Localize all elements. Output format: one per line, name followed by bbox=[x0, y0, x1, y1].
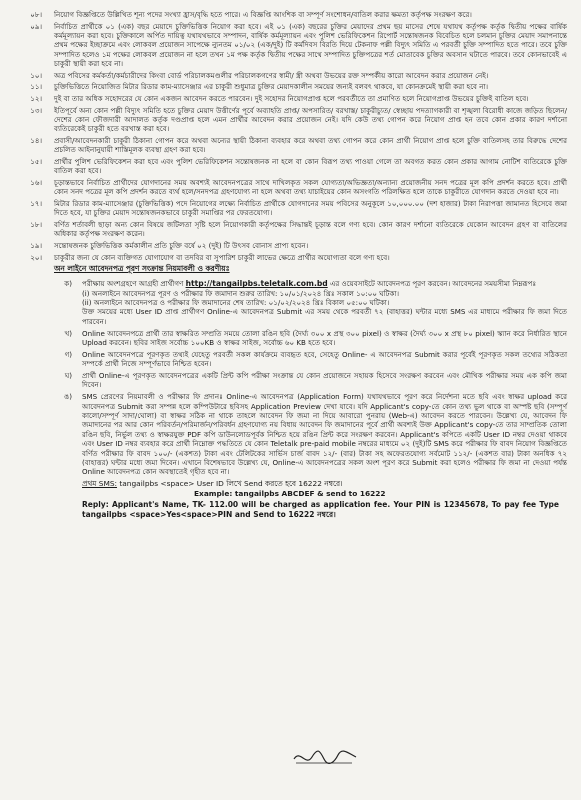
item-number: ২০। bbox=[30, 252, 42, 262]
condition-item bbox=[14, 178, 567, 197]
item-number: ১৪। bbox=[30, 136, 42, 145]
rule-text bbox=[82, 329, 567, 348]
sms-example-line: Example: tangailpbs ABCDEF & send to 16222 bbox=[194, 489, 386, 499]
first-sms-text: tangailpbs <space> User ID লিখে Send করতে হবে 16222 নম্বরে। bbox=[119, 479, 343, 489]
rule-text-body: এর ওয়েবসাইটে আবেদনপত্র পূরণ করবেন। আবেদনের সময়সীমা নিম্নরূপঃ (i) অনলাইনে আবেদনপত্র পূরণ ও পরীক্ষার ফি জমাদান শুরুর তারিখ: ১০/০১/২০২৪ খ্রিঃ সকাল ১০:০০ ঘটিকা। (ii) অনলাইনে আবেদনপত্র ও পরীক্ষার ফি জমাদানের শেষ তারিখ: ০১/০২/২০২৪ খ্রিঃ বিকাল ০৫:০০ ঘটিকা। উক্ত সময়ের মধ্যে User ID প্রাপ্ত প্রার্থীগণ Online-এ আবেদনপত্র Submit এর সময় থেকে পরবর্তী ৭২ (বাহাত্তর) ঘন্টার মধ্যে SMS এর মাধ্যমে পরীক্ষার ফি জমা দিতে পারবেন। bbox=[82, 279, 567, 326]
item-number: ১৫। bbox=[30, 157, 42, 166]
first-sms-label: প্রথম SMS: bbox=[82, 479, 118, 489]
condition-item bbox=[14, 220, 567, 239]
item-text: নির্বাচিত প্রার্থীকে ০১ (এক) বছর মেয়াদে চুক্তিভিত্তিক নিয়োগ করা হবে। এই ০১ (এক) বছরের চুক্তির মেয়াদের প্রথম ছয় মাসের শেষে যথাযথ কর্তৃপক্ষ কর্তৃক দ্বিতীয় পক্ষের বার্ষিক কর্মমূল্যায়ন করা হবে। চুক্তিকালে অর্পিত দায়িত্ব যথাযথভাবে সম্পাদন, বার্ষিক কর্মমূল্যায়ন এবং পুলিশ ভেরিফিকেশন রিপোর্ট সন্তোষজনক বিবেচিত হলে চলমান চুক্তির মেয়াদ সমাপনান্তে প্রথম পক্ষের ইচ্ছাক্রমে এবং লোকবল প্রয়োজন সাপেক্ষে ন্যুনতম ০১/০২ (এক/দুই) টি কর্মদিবস বিরতি দিয়ে টেকনাফ পল্লী বিদ্যুৎ সমিতি এ পরবর্তী চুক্তি সম্পাদিত হতে পারে। তবে চুক্তি সম্পাদিত হলেও ১ম পক্ষের লোকবল প্রয়োজন না হলে তখন ১ম পক্ষ কর্তৃক দ্বিতীয় পক্ষের সাথে সম্পাদিত চুক্তিপত্রের শর্ত মোতাবেক চুক্তির অবসান ঘটাতে পারবে। তবে কোনভাবেই এ চাকুরী স্থায়ী করা হবে না। bbox=[54, 21, 567, 69]
condition-item bbox=[14, 136, 567, 155]
item-number: ১৮। bbox=[30, 220, 42, 229]
rule-text bbox=[82, 371, 567, 390]
rule-text-body: প্রার্থী Online-এ পূরণকৃত আবেদনপত্রের একটি প্রিন্ট কপি পরীক্ষা সংক্রান্ত যে কোন প্রয়োজনে সহায়ক হিসেবে সংরক্ষণ করবেন এবং মৌখিক পরীক্ষার সময় এক কপি জমা দিবেন। bbox=[82, 371, 567, 390]
online-application-rules-list bbox=[14, 279, 567, 477]
condition-item bbox=[14, 10, 567, 19]
rule-item bbox=[14, 392, 567, 477]
item-text: প্রবাসী/আবেদনকারী চাকুরী ঠিকানা গোপন করে অথবা অন্যের স্থায়ী ঠিকানা ব্যবহার করে অথবা তথ্য গোপন করে কোন প্রার্থী নিয়োগ প্রাপ্ত হলে চুক্তি বাতিলসহ তার বিরুদ্ধে দেশের প্রচলিত আইনানুযায়ী শাস্তিমূলক ব্যবস্থা গ্রহণ করা হবে। bbox=[54, 136, 567, 155]
item-number: ১৭। bbox=[30, 199, 42, 208]
rule-number: ঙ) bbox=[64, 392, 72, 402]
item-text: নিয়োগ বিজ্ঞপ্তিতে উল্লিখিত শূন্য পদের সংখ্যা হ্রাস/বৃদ্ধি হতে পারে। এ বিজ্ঞপ্তি আংশিক বা সম্পূর্ণ সংশোধন/বাতিল করার ক্ষমতা কর্তৃপক্ষ সংরক্ষণ করে। bbox=[54, 10, 472, 19]
condition-item bbox=[14, 157, 567, 176]
item-number: ১৯। bbox=[30, 241, 42, 250]
item-text: চুক্তিভিত্তিতে নিয়োজিত মিটার রিডার কাম-ম্যাসেঞ্জার এর চাকুরী শুধুমাত্র চুক্তির মেয়াদকালীন সময়ের জন্যই বলবৎ থাকবে, যা কোনক্রমেই স্থায়ী করা হবে না। bbox=[54, 82, 489, 92]
item-number: ১৩। bbox=[30, 105, 42, 115]
numbered-conditions-list bbox=[14, 10, 567, 262]
item-number: ০৯। bbox=[30, 21, 42, 31]
rule-item bbox=[14, 371, 567, 390]
item-number: ১১। bbox=[30, 82, 42, 92]
rule-item bbox=[14, 350, 567, 369]
sms-instruction-line bbox=[14, 479, 567, 489]
item-text: চাকুরীর জন্য যে কোন ব্যক্তিগত যোগাযোগ বা তদবির বা সুপারিশ চাকুরী লাভের ক্ষেত্রে প্রার্থীর অযোগ্যতা বলে গণ্য হবে। bbox=[54, 252, 390, 262]
item-text: সন্তোষজনক চুক্তিভিত্তিক কর্মকালীন প্রতি চুক্তি বর্ষে ০২ (দুই) টি উৎসব বোনাস প্রাপ্য হবেন। bbox=[54, 241, 309, 250]
rule-number: ঘ) bbox=[64, 371, 72, 381]
item-text: চূড়ান্তভাবে নির্বাচিত প্রার্থীদের যোগদানের সময় অবশ্যই আবেদনপত্রের সাথে দাখিলকৃত সকল যোগ্যতা/অভিজ্ঞতা/অন্যান্য প্রয়োজনীয় সনদ পত্রের মূল কপি প্রদর্শন করতে হবে। প্রার্থী কোন সনদ পত্রের মূল কপি প্রদর্শন করতে ব্যর্থ হলে/সনদপত্র গ্রহণযোগ্য না হলে অথবা তথ্য যাচাইয়ের কোন অসংগতি পরিলক্ষিত হলে তাকে চাকুরীতে যোগদান করতে দেওয়া হবে না। bbox=[54, 178, 567, 197]
rule-text bbox=[82, 392, 567, 477]
item-text: মিটার রিডার কাম-ম্যাসেঞ্জার (চুক্তিভিত্তিক) পদে নিয়োগের লক্ষ্যে নির্বাচিত প্রার্থীকে যোগদানের সময় পবিসের অনুকূলে ১০,০০০.০০ (দশ হাজার) টাকা নিরাপত্তা জামানত হিসেবে জমা দিতে হবে, যা চুক্তির মেয়াদ সন্তোষজনকভাবে চাকুরী সমাপ্তির পর ফেরতযোগ্য। bbox=[54, 199, 567, 218]
rule-text-pre: পরীক্ষায় অংশগ্রহণে আগ্রহী প্রার্থীগণ bbox=[82, 279, 186, 289]
rule-item bbox=[14, 329, 567, 348]
condition-item bbox=[14, 22, 567, 69]
rule-text bbox=[82, 279, 567, 326]
item-number: ১৬। bbox=[30, 178, 42, 187]
application-website-link[interactable]: http://tangailpbs.teletalk.com.bd bbox=[185, 279, 328, 289]
rule-text-body: SMS প্রেরণের নিয়মাবলী ও পরীক্ষার ফি প্রদানঃ Online-এ আবেদনপত্র (Application Form) যথাযথভাবে পূরণ করে নির্দেশনা মতে ছবি এবং স্বাক্ষর upload করে আবেদনপত্র Submit করা সম্পন্ন হলে কম্পিউটারে ছবিসহ Application Preview দেখা যাবে। যদি Applicant's copy-তে কোন তথ্য ভুল থাকে বা অস্পষ্ট ছবি (সম্পূর্ণ কালো/সম্পূর্ণ সাদা/ঘোলা) বা স্বাক্ষর সঠিক না থাকে তাহলে আবেদন ফি জমা না দিয়ে আবারো পুনরায় (Web-এ) আবেদন করতে পারবেন। উল্লেখ্য যে, আবেদন ফি জমাদানের পর আর কোন পরিবর্তন/পরিমার্জন/পরিবর্ধন গ্রহণযোগ্য নয় বিধায় আবেদন ফি জমাদানের পূর্বে প্রার্থী অবশ্যই উক্ত Applicant's copy-তে তার সাম্প্রতিক তোলা রঙিন ছবি, নির্ভুল তথ্য ও স্বাক্ষরযুক্ত PDF কপি ডাউনলোডপূর্বক নিশ্চিত হয়ে রঙিন প্রিন্ট করে সংরক্ষণ করবেন। Applicant's কপিতে একটি User ID নম্বর দেওয়া থাকবে এবং User ID নম্বর ব্যবহার করে প্রার্থী নিম্নোক্ত পদ্ধতিতে যে কোন Teletalk pre-paid mobile নম্বরের মাধ্যমে ০২ (দুই)টি SMS করে পরীক্ষার ফি বাবদ নিয়োগ বিজ্ঞপ্তিতে বর্ণিত পরীক্ষার ফি বাবদ ১০০/- (একশত) টাকা এবং টেলিটকের সার্ভিস চার্জ বাবদ ১২/- (বার) টাকা সহ অফেরতযোগ্য সর্বমোট ১১২/- (একশত বার) টাকা অনধিক ৭২ (বাহাত্তর) ঘন্টার মধ্যে জমা দিবেন। এখানে বিশেষভাবে উল্লেখ্য যে, Online-এ আবেদনপত্রের সকল অংশ পূরণ করে Submit করা হলেও পরীক্ষার ফি জমা না দেওয়া পর্যন্ত Online আবেদনপত্র কোন অবস্থাতেই গৃহীত হবে না। bbox=[82, 392, 567, 477]
section-heading: অন লাইনে আবেদনপত্র পূরণ সংক্রান্ত নিয়মাবলী ও করণীয়ঃ bbox=[54, 264, 230, 274]
item-text: প্রার্থীর পুলিশ ভেরিফিকেশন করা হবে এবং পুলিশ ভেরিফিকেশন সন্তোষজনক না হলে বা কোন বিরূপ তথ্য পাওয়া গেলে তা অবগত করত কোন প্রকার আগাম নোটিশ ব্যতিরেকে চুক্তি বাতিল করা হবে। bbox=[54, 157, 567, 176]
condition-item bbox=[14, 253, 567, 262]
rule-number: খ) bbox=[64, 328, 72, 338]
condition-item bbox=[14, 241, 567, 250]
rule-number: গ) bbox=[64, 349, 72, 359]
condition-item bbox=[14, 106, 567, 134]
rule-number: ক) bbox=[64, 279, 72, 289]
signature bbox=[290, 745, 360, 771]
item-number: ১০। bbox=[30, 70, 42, 80]
condition-item bbox=[14, 199, 567, 218]
item-text: অত্র পবিসের কর্মকর্তা/কর্মচারীদের কিংবা বোর্ড পরিচালকমণ্ডলীর পরিচালকগণের স্বামী/ স্ত্রী অথবা উভয়ের রক্ত সম্পর্কীয় কারো আবেদন করার প্রয়োজন নেই। bbox=[54, 70, 489, 80]
item-text: বর্ণিত শর্তাবলী ছাড়া অন্য কোন বিষয়ে জটিলতা সৃষ্টি হলে নিয়োগকারী কর্তৃপক্ষের সিদ্ধান্তই চূড়ান্ত বলে গণ্য হবে। কোন কারণ দর্শানো ব্যতিরেকে যেকোন আবেদন গ্রহণ বা বাতিলের অধিকার কর্তৃপক্ষ সংরক্ষণ করেন। bbox=[54, 220, 567, 239]
rule-text-body: Online আবেদনপত্রে পূরণকৃত তথ্যই যেহেতু পরবর্তী সকল কার্যক্রমে ব্যবহৃত হবে, সেহেতু Online- এ আবেদনপত্র Submit করার পূর্বেই পূরণকৃত সকল তথ্যের সঠিকতা সম্পর্কে প্রার্থী নিজে সম্পূর্ণভাবে নিশ্চিত হবেন। bbox=[82, 349, 567, 369]
condition-item bbox=[14, 82, 567, 91]
item-text: ইতিপূর্বে অন্য কোন পল্লী বিদ্যুৎ সমিতি হতে চুক্তির মেয়াদ উত্তীর্ণের পূর্বে অব্যাহতি প্রাপ্ত/ অপসারিত/ বরখাস্ত/ চাকুরীচ্যুত/ স্বেচ্ছায় পদত্যাগকারী বা শৃঙ্খলা বিরোধী কাজে জড়িত ছিলেন/দেশের কোন ফৌজদারী আদালত কর্তৃক দণ্ডপ্রাপ্ত হলে এমন প্রার্থীর আবেদন করার প্রয়োজন নেই। যদি কেউ তথ্য গোপন করে নিয়োগ প্রাপ্ত হন তবে কোন প্রকার কারণ দর্শানো ব্যতিরেকেই চাকুরী হতে বরখাস্ত করা হবে। bbox=[54, 105, 567, 134]
item-text: দুই বা তার অধিক সহোদরের যে কোন একজন আবেদন করতে পারবেন। দুই সহোদর নিয়োগপ্রাপ্ত হলে পরবর্তীতে তা প্রমাণিত হলে নিয়োগপ্রাপ্ত উভয়ের চুক্তিই বাতিল হবে। bbox=[54, 94, 529, 103]
item-number: ১২। bbox=[30, 94, 42, 103]
condition-item bbox=[14, 71, 567, 80]
sms-reply-text: Reply: Applicant's Name, TK- 112.00 will be charged as application fee. Your PIN is 12345678, To pay fee Type tangailpbs <space>Yes<space>PIN and Send to 16222 নম্বরে। bbox=[82, 500, 559, 520]
condition-item bbox=[14, 94, 567, 103]
rule-text-body: Online আবেদনপত্রে প্রার্থী তার স্বাক্ষরিত সম্প্রতি সময়ে তোলা রঙিন ছবি (দৈর্ঘ্য ৩০০ x প্রস্থ ৩০০ pixel) ও স্বাক্ষর (দৈর্ঘ্য ৩০০ x প্রস্থ ৮০ pixel) স্ক্যান করে নির্ধারিত স্থানে Upload করবেন। ছবির সাইজ সর্বোচ্চ ১০০KB ও স্বাক্ষর সাইজ, সর্বোচ্চ ৬০ KB হতে হবে। bbox=[82, 328, 567, 348]
rule-item bbox=[14, 279, 567, 326]
item-number: ০৮। bbox=[30, 10, 42, 19]
rule-text bbox=[82, 350, 567, 369]
